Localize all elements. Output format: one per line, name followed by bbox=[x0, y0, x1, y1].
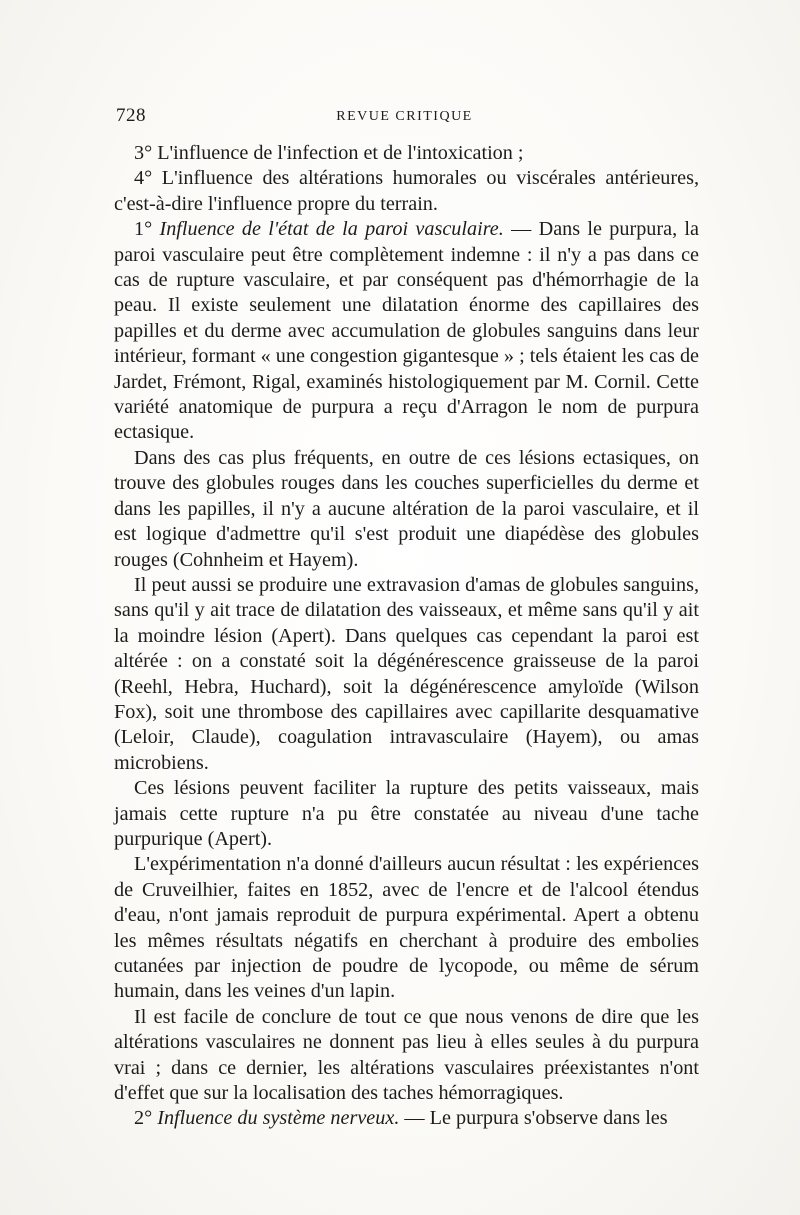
paragraph bbox=[114, 1005, 699, 1107]
section-number: 1° bbox=[134, 218, 160, 241]
section-heading: Influence du système nerveux. bbox=[157, 1107, 400, 1130]
paragraph bbox=[114, 446, 699, 573]
running-title: REVUE CRITIQUE bbox=[336, 109, 473, 124]
page-header bbox=[112, 103, 697, 129]
paragraph bbox=[114, 573, 699, 776]
paragraph bbox=[114, 852, 699, 1004]
paragraph bbox=[114, 166, 699, 217]
section-paragraph bbox=[114, 1106, 699, 1131]
paragraph-text: Il est facile de conclure de tout ce que nous venons de dire que les altérations vasculaires ne donnent pas lieu à elles seules à du purpura vrai ; dans ce dernier, les altérations vasculaires préexistantes n'ont d'effet que sur la localisation des taches hémorragiques. bbox=[114, 1005, 699, 1105]
paragraph-text: 4° L'influence des altérations humorales ou viscérales antérieures, c'est-à-dire l'influence propre du terrain. bbox=[114, 167, 699, 215]
paragraph-text: 3° L'influence de l'infection et de l'intoxication ; bbox=[134, 142, 524, 164]
section-number: 2° bbox=[134, 1107, 158, 1130]
paragraph-text: Dans des cas plus fréquents, en outre de ces lésions ectasiques, on trouve des globules rouges dans les couches superficielles du derme et dans les papilles, il n'y a aucune altération de la paroi vasculaire, et il est logique d'admettre qu'il s'est produit une diapédèse des globules rouges (Cohnheim et Hayem). bbox=[114, 446, 699, 571]
paragraph-text: L'expérimentation n'a donné d'ailleurs aucun résultat : les expériences de Cruveilhier, faites en 1852, avec de l'encre et de l'alcool étendus d'eau, n'ont jamais reproduit de purpura expérimental. Apert a obtenu les mêmes résultats négatifs en cherchant à produire des embolies cutanées par injection de poudre de lycopode, ou même de sérum humain, dans les veines d'un lapin. bbox=[114, 853, 699, 1003]
paragraph-text: — Dans le purpura, la paroi vasculaire peut être complètement indemne : il n'y a pas dans ce cas de rupture vasculaire, et par conséquent pas d'hémorrhagie de la peau. Il existe seulement une dilatation énorme des capillaires des papilles et du derme avec accumulation de globules sanguins dans leur intérieur, formant « une congestion gigantesque » ; tels étaient les cas de Jardet, Frémont, Rigal, examinés histologiquement par M. Cornil. Cette variété anatomique de purpura a reçu d'Arragon le nom de purpura ectasique. bbox=[114, 218, 700, 444]
paragraph-text: Il peut aussi se produire une extravasion d'amas de globules sanguins, sans qu'il y ait trace de dilatation des vaisseaux, et même sans qu'il y ait la moindre lésion (Apert). Dans quelques cas cependant la paroi est altérée : on a constaté soit la dégénérescence graisseuse de la paroi (Reehl, Hebra, Huchard), soit la dégénérescence amyloïde (Wilson Fox), soit une thrombose des capillaires avec capillarite desquamative (Leloir, Claude), coagulation intravasculaire (Hayem), ou amas microbiens. bbox=[114, 573, 699, 774]
page-number: 728 bbox=[116, 105, 146, 126]
section-heading: Influence de l'état de la paroi vasculaire. bbox=[159, 218, 504, 241]
paragraph-text: Ces lésions peuvent faciliter la rupture des petits vaisseaux, mais jamais cette rupture n'a pu être constatée au niveau d'une tache purpurique (Apert). bbox=[114, 777, 699, 850]
section-paragraph bbox=[114, 217, 699, 446]
paragraph bbox=[114, 141, 699, 166]
body-text bbox=[114, 141, 699, 1132]
paragraph-text: — Le purpura s'observe dans les bbox=[399, 1107, 668, 1130]
paragraph bbox=[114, 776, 699, 852]
